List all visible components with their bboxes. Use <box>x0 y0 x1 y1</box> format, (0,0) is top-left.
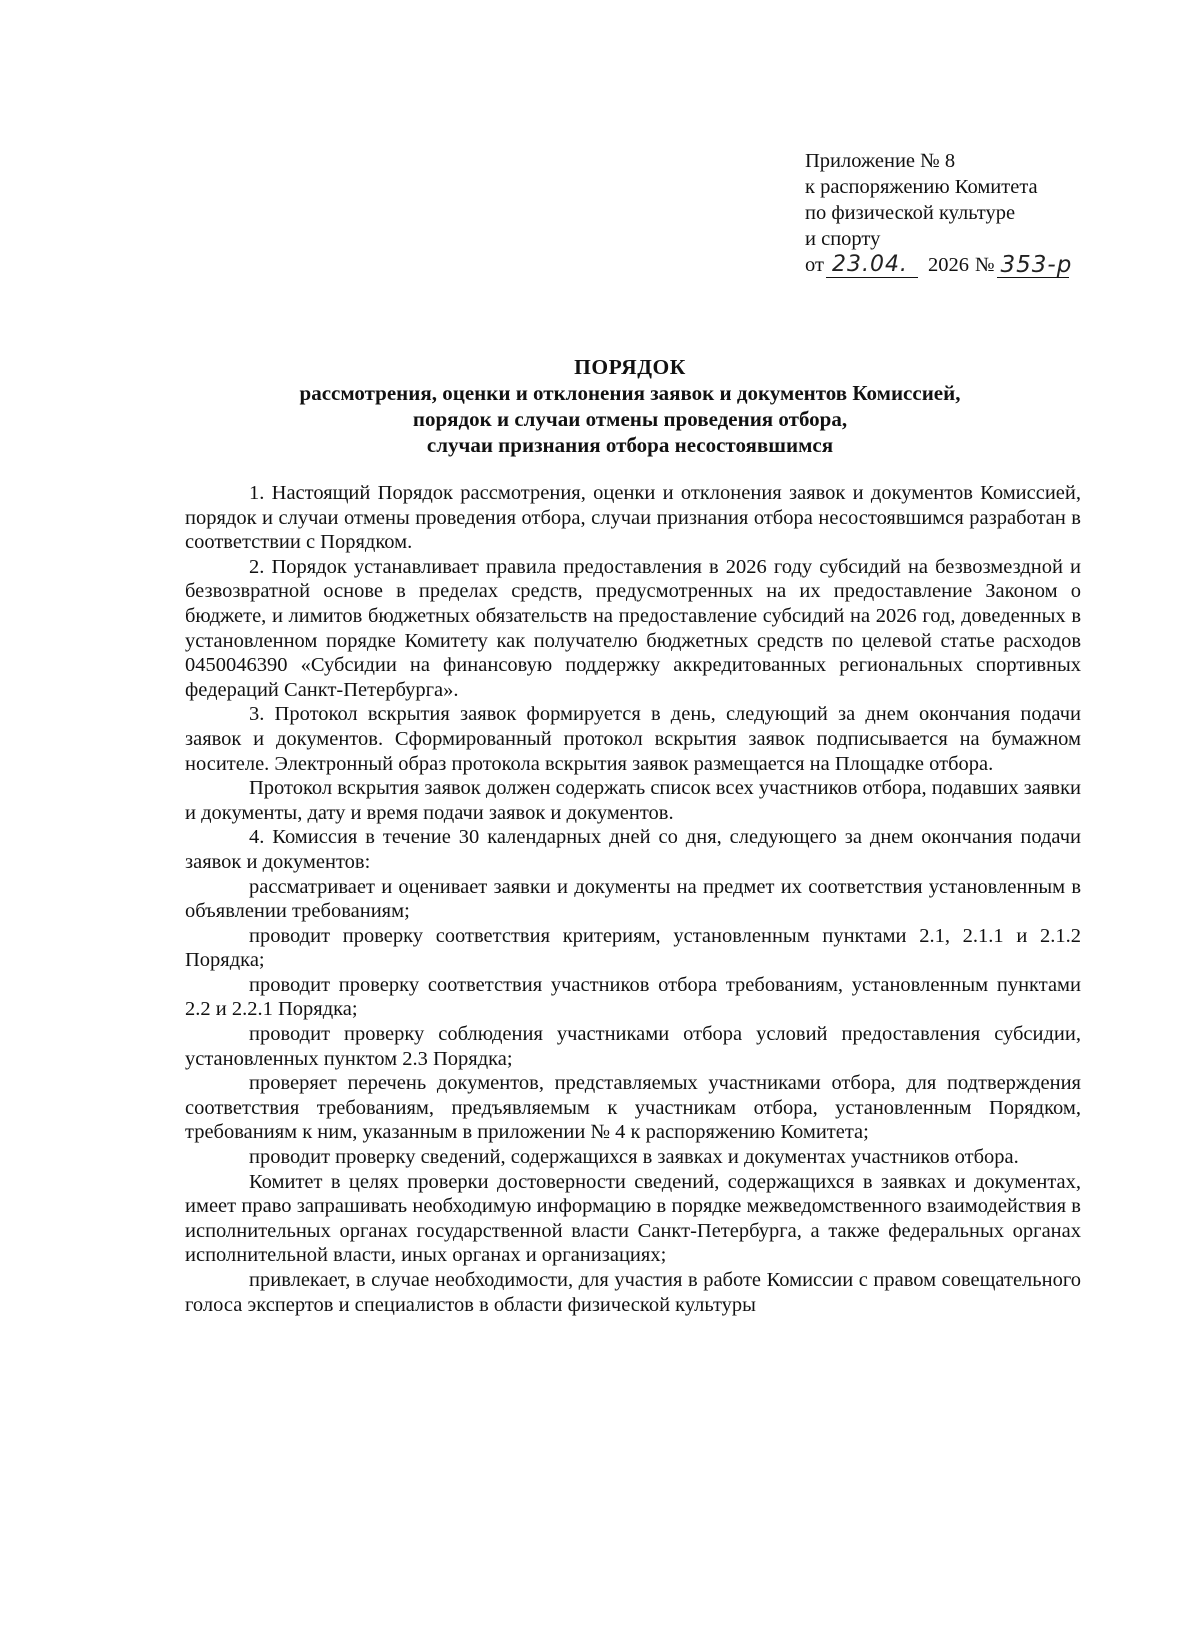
paragraph-4: 4. Комиссия в течение 30 календарных дней со дня, следующего за днем окончания подачи заявок и документов: <box>185 826 1081 873</box>
annex-header <box>805 148 1135 278</box>
paragraph-4-item-5: проверяет перечень документов, представляемых участниками отбора, для подтверждения соответствия требованиям, предъявляемым к участникам отбора, установленным Порядком, требованиям к ним, указанным в приложении № 4 к распоряжению Комитета; <box>185 1072 1081 1144</box>
paragraph-committee: Комитет в целях проверки достоверности сведений, содержащихся в заявках и документах, имеет право запрашивать необходимую информацию в порядке межведомственного взаимодействия в исполнительных органах государственной власти Санкт-Петербурга, а также федеральных органах исполнительной власти, иных органах и организациях; <box>185 1170 1081 1267</box>
annex-line-4: и спорту <box>805 228 881 250</box>
handwritten-number: 353-р <box>1000 252 1073 278</box>
title-main: ПОРЯДОК <box>574 355 686 379</box>
paragraph-3-protocol: Протокол вскрытия заявок должен содержать список всех участников отбора, подавших заявки и документы, дату и время подачи заявок и документов. <box>185 777 1081 824</box>
paragraph-4-item-7: привлекает, в случае необходимости, для участия в работе Комиссии с правом совещательного голоса экспертов и специалистов в области физической культуры <box>185 1269 1081 1316</box>
paragraph-3: 3. Протокол вскрытия заявок формируется в день, следующий за днем окончания подачи заявок и документов. Сформированный протокол вскрытия заявок подписывается на бумажном носителе. Электронный образ протокола вскрытия заявок размещается на Площадке отбора. <box>185 703 1081 775</box>
annex-line-3: по физической культуре <box>805 202 1016 224</box>
document-body <box>185 481 1081 1317</box>
handwritten-number-field <box>997 252 1073 278</box>
paragraph-4-item-4: проводит проверку соблюдения участниками отбора условий предоставления субсидии, установленных пунктом 2.3 Порядка; <box>185 1023 1081 1070</box>
handwritten-date: 23.04. <box>831 252 908 277</box>
paragraph-4-item-2: проводит проверку соответствия критериям, установленным пунктами 2.1, 2.1.1 и 2.1.2 Порядка; <box>185 924 1081 972</box>
title-line-2: рассмотрения, оценки и отклонения заявок и документов Комиссией, <box>299 381 961 405</box>
paragraph-2: 2. Порядок устанавливает правила предоставления в 2026 году субсидий на безвозмездной и безвозвратной основе в пределах средств, предусмотренных на их предоставление Законом о бюджете, и лимитов бюджетных обязательств на предоставление субсидий на 2026 год, доведенных в установленном порядке Комитету как получателю бюджетных средств по целевой статье расходов 0450046390 «Субсидии на финансовую поддержку аккредитованных региональных спортивных федераций Санкт-Петербурга». <box>185 555 1081 701</box>
paragraph-4-item-3: проводит проверку соответствия участников отбора требованиям, установленным пунктами 2.2 и 2.2.1 Порядка; <box>185 973 1081 1021</box>
date-year: 2026 <box>927 254 969 276</box>
paragraph-4-item-6: проводит проверку сведений, содержащихся в заявках и документах участников отбора. <box>249 1146 1019 1169</box>
annex-date-line <box>805 252 1135 278</box>
number-sign: № <box>974 254 995 276</box>
annex-line-1: Приложение № 8 <box>805 150 956 172</box>
document-title <box>150 354 1110 458</box>
paragraph-4-item-1: рассматривает и оценивает заявки и документы на предмет их соответствия установленным в объявлении требованиям; <box>185 875 1081 923</box>
annex-line-2: к распоряжению Комитета <box>805 176 1038 198</box>
handwritten-date-field <box>826 252 918 278</box>
title-line-3: порядок и случаи отмены проведения отбора, <box>412 407 848 431</box>
title-line-4: случаи признания отбора несостоявшимся <box>426 433 834 457</box>
date-prefix: от <box>805 254 824 276</box>
paragraph-1: 1. Настоящий Порядок рассмотрения, оценки и отклонения заявок и документов Комиссией, порядок и случаи отмены проведения отбора, случаи признания отбора несостоявшимся разработан в соответствии с Порядком. <box>185 482 1081 554</box>
